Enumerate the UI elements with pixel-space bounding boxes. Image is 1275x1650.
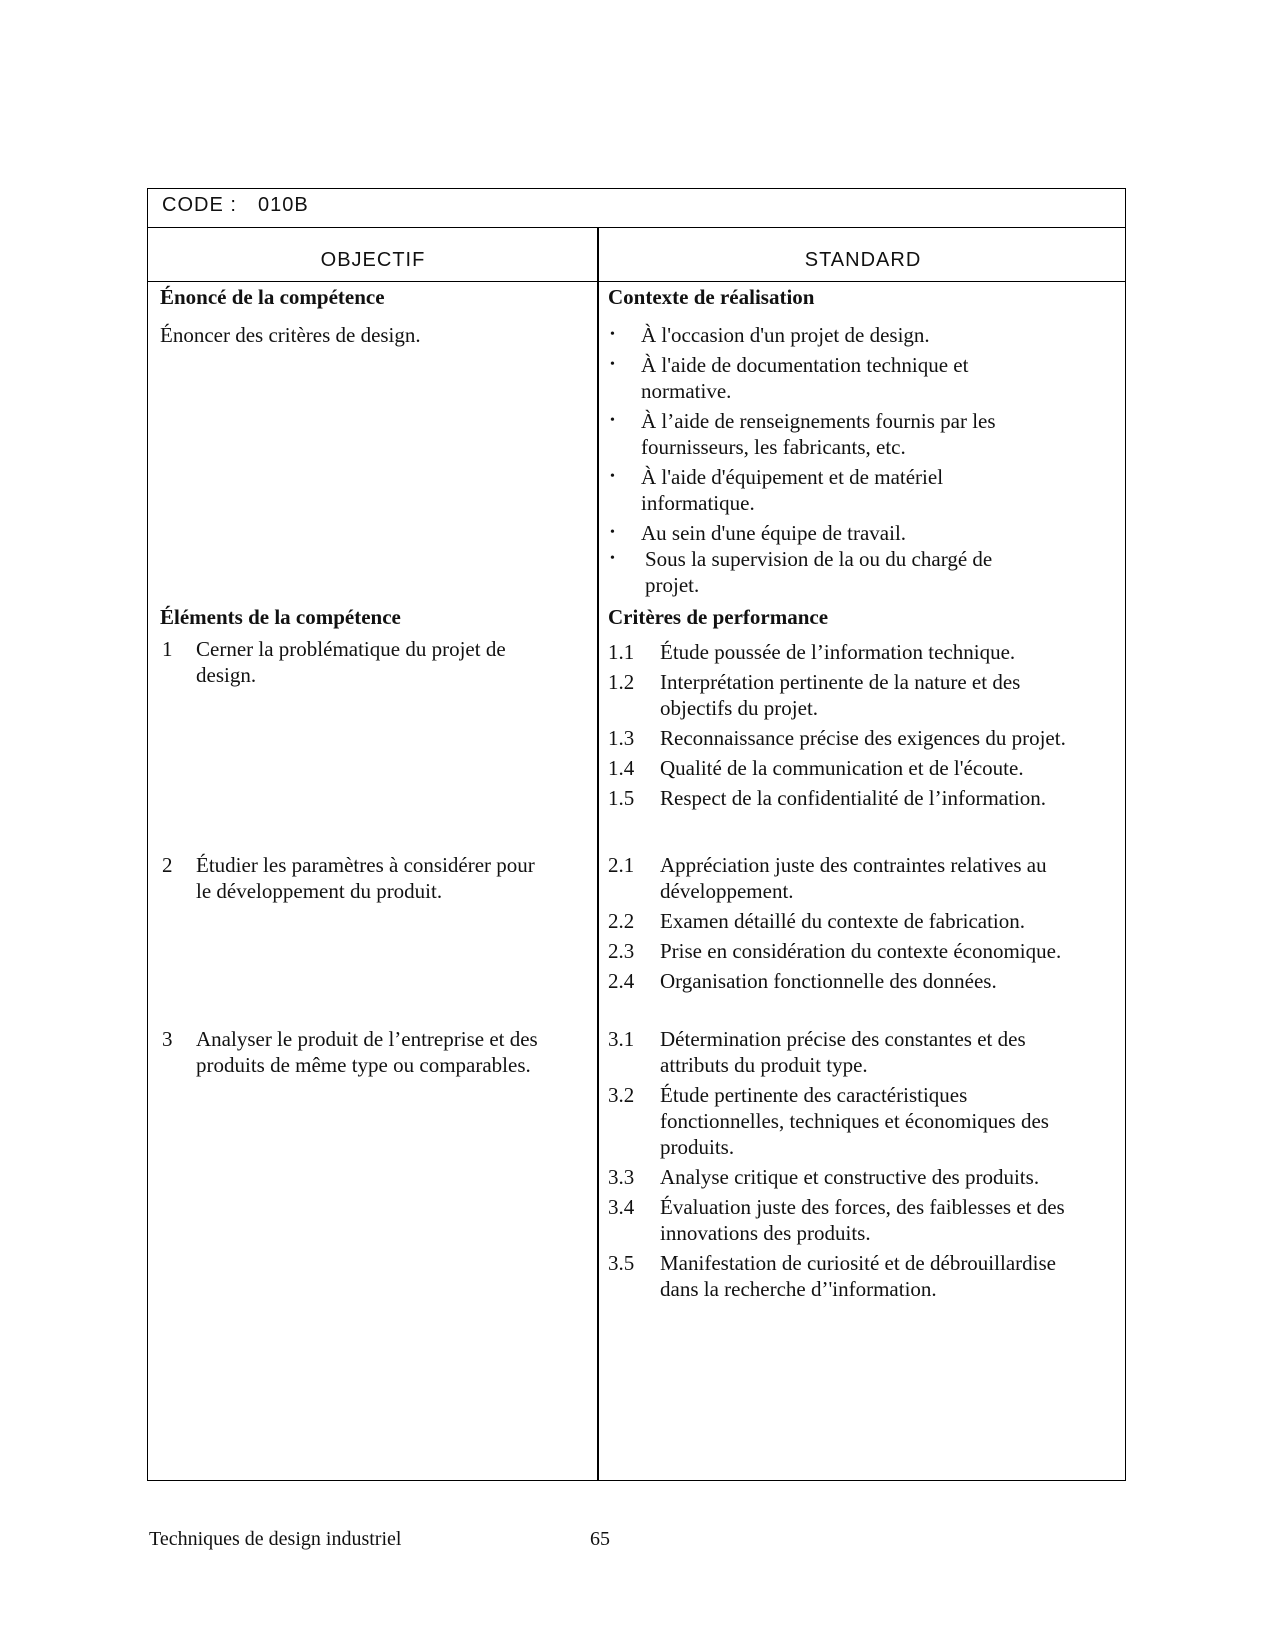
critere-number: 3.2 [608, 1083, 635, 1107]
element-number: 1 [162, 637, 173, 661]
footer-program: Techniques de design industriel [149, 1528, 402, 1550]
critere-number: 2.1 [608, 853, 635, 877]
critere-line: dans la recherche d’'information. [660, 1277, 937, 1301]
critere-number: 2.3 [608, 939, 635, 963]
code-label: CODE : [162, 194, 237, 216]
page-number: 65 [590, 1528, 610, 1550]
contexte-heading: Contexte de réalisation [608, 285, 815, 309]
contexte-line: Sous la supervision de la ou du chargé de [645, 547, 993, 571]
element-number: 3 [162, 1027, 173, 1051]
critere-number: 3.1 [608, 1027, 635, 1051]
element-line: Étudier les paramètres à considérer pour [196, 853, 535, 877]
critere-line: Prise en considération du contexte économique. [660, 939, 1062, 963]
contexte-line: informatique. [641, 491, 755, 515]
objectif-header: OBJECTIF [320, 249, 426, 271]
critere-number: 2.2 [608, 909, 635, 933]
critere-line: Étude pertinente des caractéristiques [660, 1083, 968, 1107]
competency-table [147, 188, 1126, 1481]
element-line: Cerner la problématique du projet de [196, 637, 506, 661]
critere-number: 1.3 [608, 726, 635, 750]
column-headers [148, 227, 1125, 282]
critere-line: Qualité de la communication et de l'écoute. [660, 756, 1024, 780]
critere-number: 1.5 [608, 786, 635, 810]
contexte-line: projet. [645, 573, 700, 597]
element-line: Analyser le produit de l’entreprise et des [196, 1027, 538, 1051]
critere-line: attributs du produit type. [660, 1053, 868, 1077]
contexte-line: À l'aide de documentation technique et [641, 353, 969, 377]
element-line: design. [196, 663, 257, 687]
contexte-line: normative. [641, 379, 732, 403]
code-row [148, 189, 1125, 228]
enonce-text: Énoncer des critères de design. [160, 323, 421, 347]
critere-line: Interprétation pertinente de la nature et des [660, 670, 1021, 694]
critere-number: 1.1 [608, 640, 635, 664]
bullet-icon: • [610, 357, 615, 372]
critere-line: innovations des produits. [660, 1221, 871, 1245]
critere-number: 3.4 [608, 1195, 635, 1219]
criteres-heading: Critères de performance [608, 605, 829, 629]
enonce-heading: Énoncé de la compétence [160, 285, 385, 309]
critere-number: 2.4 [608, 969, 635, 993]
element-line: produits de même type ou comparables. [196, 1053, 531, 1077]
element-number: 2 [162, 853, 173, 877]
contexte-line: À l'aide d'équipement et de matériel [641, 465, 944, 489]
critere-line: Examen détaillé du contexte de fabrication. [660, 909, 1026, 933]
critere-number: 3.5 [608, 1251, 635, 1275]
column-divider [597, 227, 599, 1480]
contexte-line: À l'occasion d'un projet de design. [641, 323, 930, 347]
critere-line: Appréciation juste des contraintes relatives au [660, 853, 1047, 877]
critere-line: produits. [660, 1135, 735, 1159]
critere-number: 1.4 [608, 756, 635, 780]
contexte-line: À l’aide de renseignements fournis par les [641, 409, 996, 433]
critere-number: 3.3 [608, 1165, 635, 1189]
bullet-icon: • [610, 469, 615, 484]
critere-line: Respect de la confidentialité de l’information. [660, 786, 1047, 810]
critere-line: Étude poussée de l’information technique. [660, 640, 1016, 664]
critere-line: Évaluation juste des forces, des faiblesses et des [660, 1195, 1065, 1219]
critere-line: Organisation fonctionnelle des données. [660, 969, 997, 993]
contexte-line: fournisseurs, les fabricants, etc. [641, 435, 906, 459]
contexte-line: Au sein d'une équipe de travail. [641, 521, 907, 545]
critere-line: objectifs du projet. [660, 696, 819, 720]
critere-line: Détermination précise des constantes et des [660, 1027, 1026, 1051]
critere-number: 1.2 [608, 670, 635, 694]
element-line: le développement du produit. [196, 879, 443, 903]
bullet-icon: • [610, 525, 615, 540]
standard-header: STANDARD [804, 249, 922, 271]
bullet-icon: • [610, 551, 615, 566]
elements-heading: Éléments de la compétence [160, 605, 401, 629]
critere-line: Reconnaissance précise des exigences du projet. [660, 726, 1066, 750]
critere-line: Analyse critique et constructive des produits. [660, 1165, 1040, 1189]
critere-line: fonctionnelles, techniques et économiques des [660, 1109, 1049, 1133]
bullet-icon: • [610, 327, 615, 342]
critere-line: développement. [660, 879, 794, 903]
code-value: 010B [258, 194, 309, 216]
critere-line: Manifestation de curiosité et de débrouillardise [660, 1251, 1056, 1275]
bullet-icon: • [610, 413, 615, 428]
